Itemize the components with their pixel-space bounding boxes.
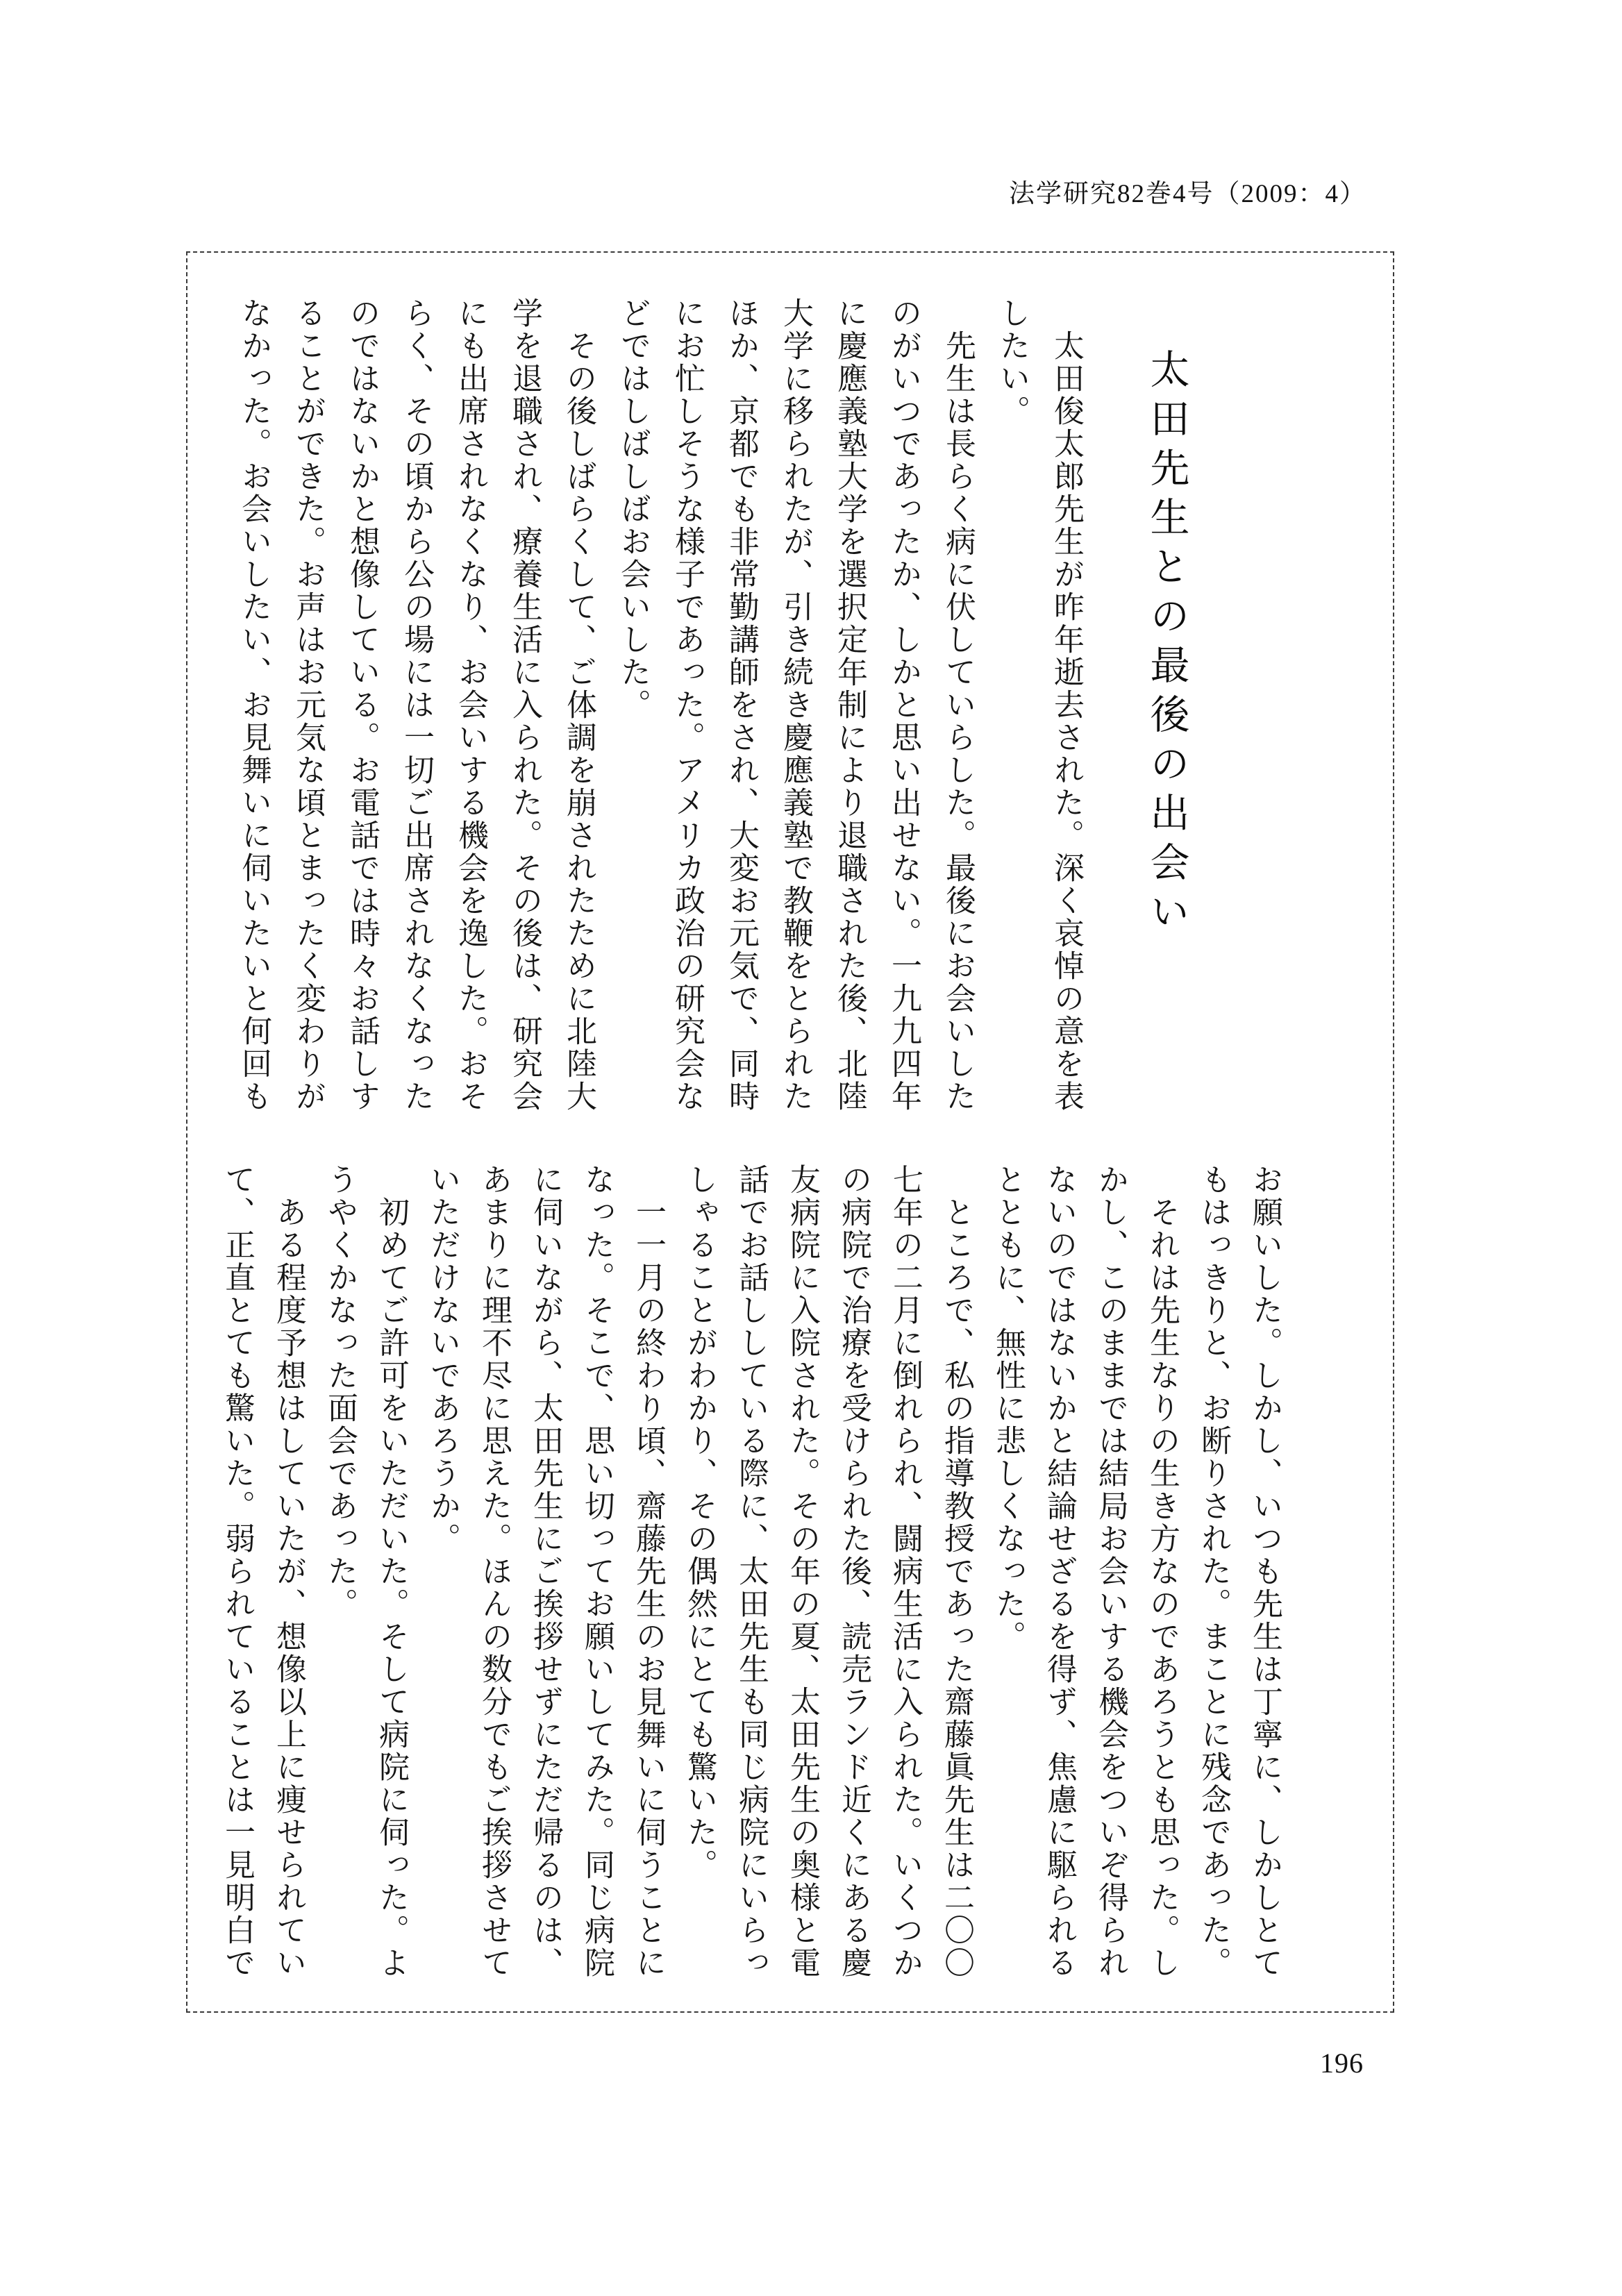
text-column: その後しばらくして、ご体調を崩されたために北陸大 <box>562 297 596 1113</box>
text-column: 話でお話ししている際に、太田先生も同じ病院にいらっ <box>734 1164 768 1979</box>
text-column: ないのではないかと結論せざるを得ず、焦慮に駆られる <box>1042 1164 1076 1979</box>
text-column: 大学に移られたが、引き続き慶應義塾で教鞭をとられた <box>778 297 812 1113</box>
text-column: 友病院に入院された。その年の夏、太田先生の奥様と電 <box>785 1164 819 1979</box>
text-column: うやくかなった面会であった。 <box>323 1164 357 1620</box>
text-column: らく、その頃から公の場には一切ご出席されなくなった <box>399 297 433 1113</box>
text-column: に伺いながら、太田先生にご挨拶せずにただ帰るのは、 <box>528 1164 562 1979</box>
text-column: のではないかと想像している。お電話では時々お話しす <box>345 297 379 1113</box>
text-column: 七年の二月に倒れられ、闘病生活に入られた。いくつか <box>888 1164 922 1979</box>
text-column: あまりに理不尽に思えた。ほんの数分でもご挨拶させて <box>477 1164 511 1979</box>
journal-header: 法学研究82巻4号（2009：4） <box>1009 180 1366 208</box>
text-column: 学を退職され、療養生活に入られた。その後は、研究会 <box>508 297 542 1113</box>
lower-text-section <box>211 1164 1290 2019</box>
text-column: ることができた。お声はお元気な頃とまったく変わりが <box>291 297 325 1113</box>
text-column: お願いした。しかし、いつも先生は丁寧に、しかしとて <box>1248 1164 1282 1979</box>
text-column: にお忙しそうな様子であった。アメリカ政治の研究会な <box>670 297 704 1113</box>
text-column: もはっきりと、お断りされた。まことに残念であった。 <box>1196 1164 1230 1979</box>
article-border-box <box>186 251 1394 2013</box>
text-column: どではしばしばお会いした。 <box>616 297 650 721</box>
text-column: しゃることがわかり、その偶然にとても驚いた。 <box>683 1164 717 1882</box>
text-column: の病院で治療を受けられた後、読売ランド近くにある慶 <box>837 1164 871 1979</box>
text-column: ところで、私の指導教授であった齋藤眞先生は二〇〇 <box>939 1164 973 1979</box>
text-column: に慶應義塾大学を選択定年制により退職された後、北陸 <box>833 297 867 1113</box>
text-column: なかった。お会いしたい、お見舞いに伺いたいと何回も <box>237 297 271 1113</box>
text-column: 一一月の終わり頃、齋藤先生のお見舞いに伺うことに <box>631 1164 665 1979</box>
text-column: 初めてご許可をいただいた。そして病院に伺った。よ <box>374 1164 408 1979</box>
text-column: したい。 <box>995 297 1029 428</box>
text-column: とともに、無性に悲しくなった。 <box>991 1164 1025 1653</box>
text-column: いただけないであろうか。 <box>426 1164 460 1555</box>
text-column: にも出席されなくなり、お会いする機会を逸した。おそ <box>453 297 487 1113</box>
text-column: かし、このままでは結局お会いする機会をついぞ得られ <box>1094 1164 1128 1979</box>
text-column: ある程度予想はしていたが、想像以上に痩せられてい <box>271 1164 306 1979</box>
text-column: 先生は長らく病に伏していらした。最後にお会いした <box>941 297 975 1113</box>
upper-text-section <box>226 297 1290 1150</box>
text-column: それは先生なりの生き方なのであろうとも思った。し <box>1145 1164 1179 1979</box>
text-column: なった。そこで、思い切ってお願いしてみた。同じ病院 <box>580 1164 614 1979</box>
text-column: て、正直とても驚いた。弱られていることは一見明白で <box>220 1164 254 1979</box>
page-number: 196 <box>1320 2047 1364 2079</box>
text-column: ほか、京都でも非常勤講師をされ、大変お元気で、同時 <box>724 297 758 1113</box>
text-column: のがいつであったか、しかと思い出せない。一九九四年 <box>887 297 921 1113</box>
text-column: 太田俊太郎先生が昨年逝去された。深く哀悼の意を表 <box>1049 297 1083 1113</box>
article-title: 太田先生との最後の出会い <box>1144 349 1188 940</box>
